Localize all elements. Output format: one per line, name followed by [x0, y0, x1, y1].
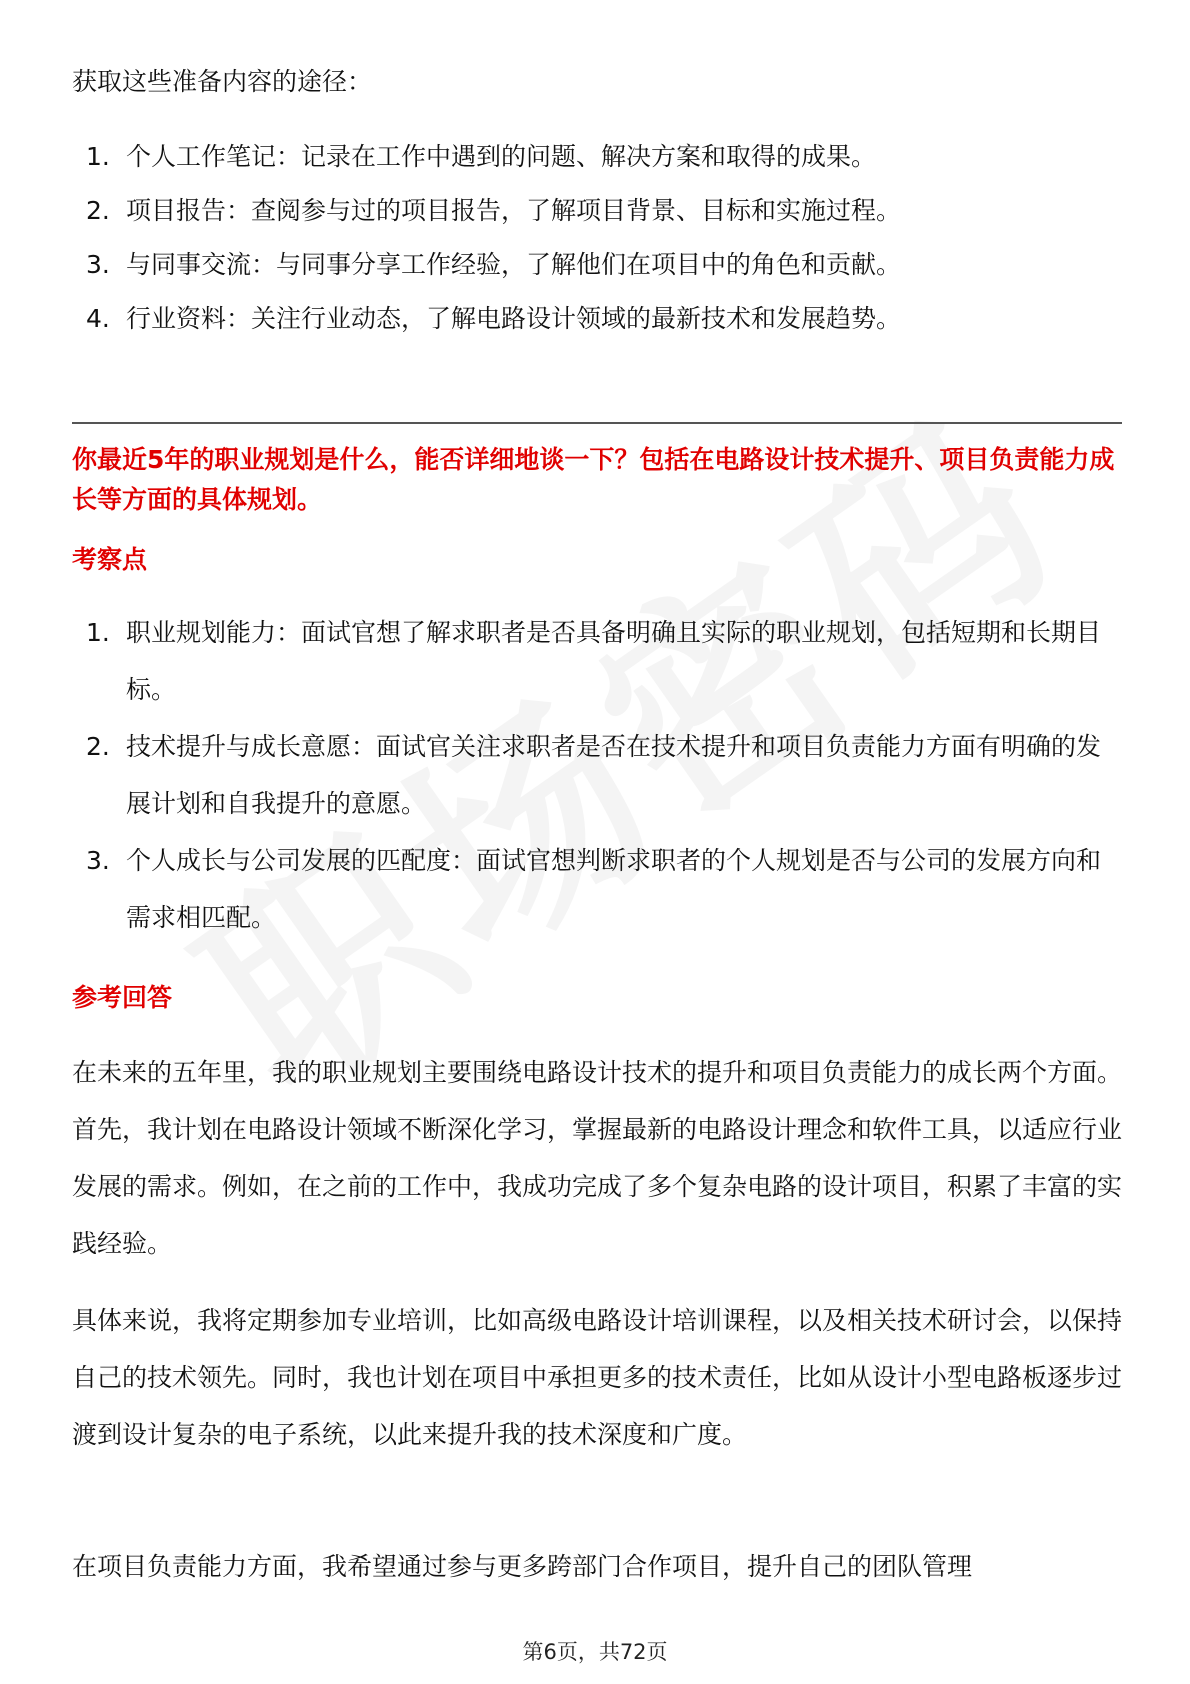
list-item [86, 290, 1116, 347]
intro-text: 获取这些准备内容的途径： [72, 67, 373, 96]
focus-heading: 考察点 [72, 545, 148, 574]
answer-heading: 参考回答 [72, 983, 173, 1012]
list-item [86, 236, 1116, 293]
list-text: 个人工作笔记：记录在工作中遇到的问题、解决方案和取得的成果。 [126, 142, 877, 171]
list-item [86, 604, 1116, 718]
list-item [86, 832, 1116, 946]
list-number: 1. [86, 618, 110, 647]
list-text: 技术提升与成长意愿：面试官关注求职者是否在技术提升和项目负责能力方面有明确的发展计划和自我提升的意愿。 [126, 732, 1102, 818]
answer-paragraph: 在未来的五年里，我的职业规划主要围绕电路设计技术的提升和项目负责能力的成长两个方面。首先，我计划在电路设计领域不断深化学习，掌握最新的电路设计理念和软件工具，以适应行业发展的需求。例如，在之前的工作中，我成功完成了多个复杂电路的设计项目，积累了丰富的实践经验。 [72, 1058, 1123, 1258]
list-item [86, 128, 1116, 185]
list-text: 行业资料：关注行业动态，了解电路设计领域的最新技术和发展趋势。 [126, 304, 902, 333]
list-item [86, 182, 1116, 239]
list-number: 3. [86, 250, 110, 279]
list-number: 3. [86, 846, 110, 875]
answer-paragraph: 在项目负责能力方面，我希望通过参与更多跨部门合作项目，提升自己的团队管理 [72, 1552, 973, 1581]
section-divider [72, 422, 1122, 424]
answer-paragraph: 具体来说，我将定期参加专业培训，比如高级电路设计培训课程，以及相关技术研讨会，以保持自己的技术领先。同时，我也计划在项目中承担更多的技术责任，比如从设计小型电路板逐步过渡到设计复杂的电子系统，以此来提升我的技术深度和广度。 [72, 1306, 1123, 1449]
list-text: 与同事交流：与同事分享工作经验，了解他们在项目中的角色和贡献。 [126, 250, 902, 279]
list-number: 2. [86, 732, 110, 761]
page-number: 第6页，共72页 [522, 1640, 668, 1664]
list-text: 个人成长与公司发展的匹配度：面试官想判断求职者的个人规划是否与公司的发展方向和需求相匹配。 [126, 846, 1102, 932]
list-number: 4. [86, 304, 110, 333]
list-text: 职业规划能力：面试官想了解求职者是否具备明确且实际的职业规划，包括短期和长期目标。 [126, 618, 1102, 704]
list-item [86, 718, 1116, 832]
list-text: 项目报告：查阅参与过的项目报告，了解项目背景、目标和实施过程。 [126, 196, 902, 225]
interview-question: 你最近5年的职业规划是什么，能否详细地谈一下？包括在电路设计技术提升、项目负责能力成长等方面的具体规划。 [72, 445, 1115, 514]
list-number: 1. [86, 142, 110, 171]
list-number: 2. [86, 196, 110, 225]
